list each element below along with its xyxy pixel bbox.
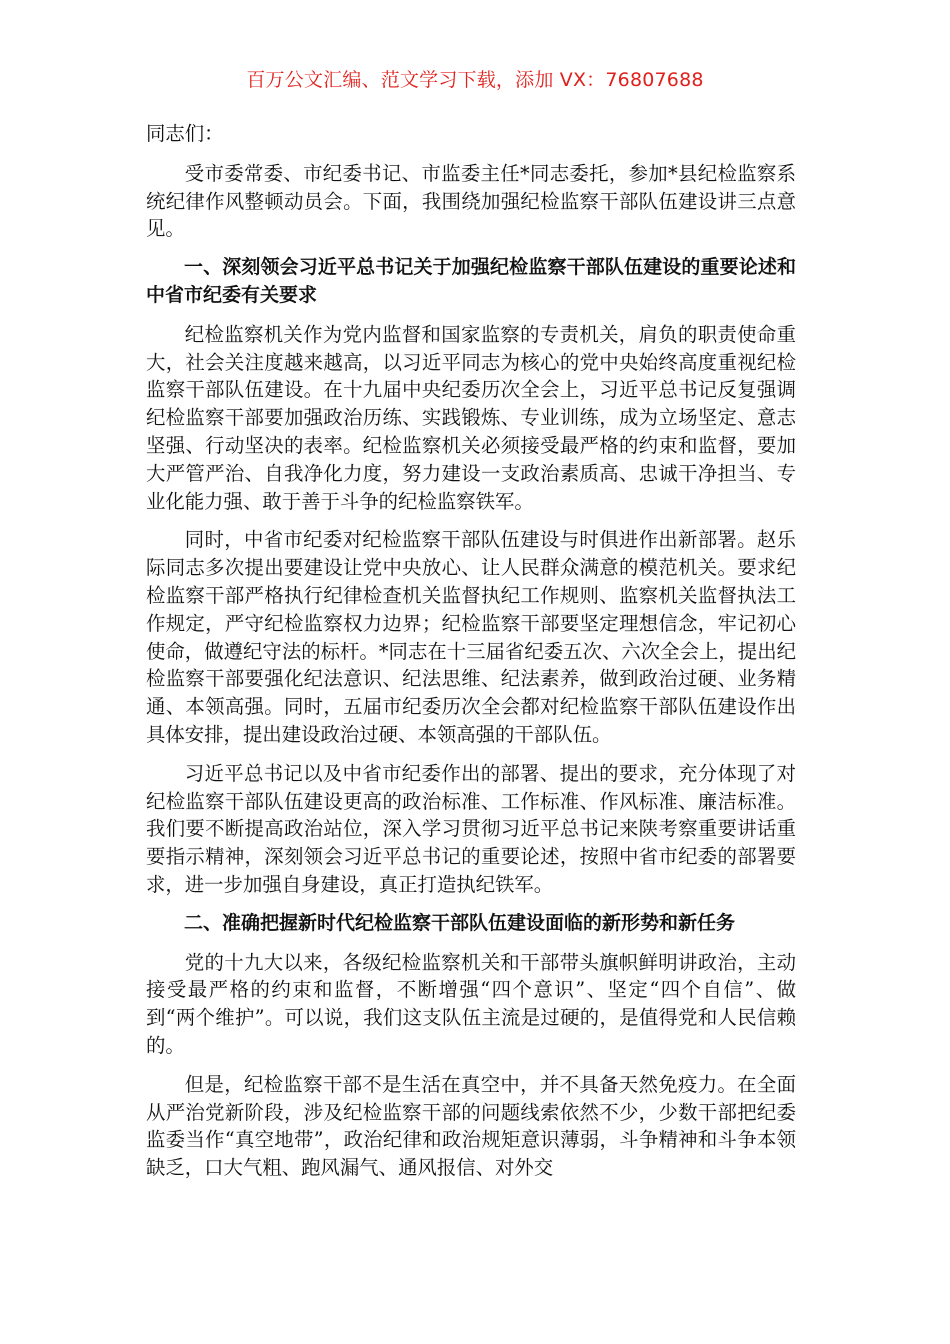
- salutation: 同志们：: [146, 122, 224, 145]
- section-1-paragraph: 同时，中省市纪委对纪检监察干部队伍建设与时俱进作出新部署。赵乐际同志多次提出要建设让党中央放心、让人民群众满意的模范机关。要求纪检监察干部严格执行纪律检查机关监督执纪工作规则、监察机关监督执法工作规定，严守纪检监察权力边界；纪检监察干部要坚定理想信念，牢记初心使命，做遵纪守法的标杆。*同志在十三届省纪委五次、六次全会上，提出纪检监察干部要强化纪法意识、纪法思维、纪法素养，做到政治过硬、业务精通、本领高强。同时，五届市纪委历次全会都对纪检监察干部队伍建设作出具体安排，提出建设政治过硬、本领高强的干部队伍。: [146, 528, 796, 746]
- document-body: [146, 120, 796, 1193]
- section-2-heading: 二、准确把握新时代纪检监察干部队伍建设面临的新形势和新任务: [184, 911, 736, 934]
- section-1-paragraph: 纪检监察机关作为党内监督和国家监察的专责机关，肩负的职责使命重大，社会关注度越来越高，以习近平同志为核心的党中央始终高度重视纪检监察干部队伍建设。在十九届中央纪委历次全会上，习近平总书记反复强调纪检监察干部要加强政治历练、实践锻炼、专业训练，成为立场坚定、意志坚强、行动坚决的表率。纪检监察机关必须接受最严格的约束和监督，要加大严管严治、自我净化力度，努力建设一支政治素质高、忠诚干净担当、专业化能力强、敢于善于斗争的纪检监察铁军。: [146, 322, 796, 513]
- section-2-paragraph: 但是，纪检监察干部不是生活在真空中，并不具备天然免疫力。在全面从严治党新阶段，涉及纪检监察干部的问题线索依然不少，少数干部把纪委监委当作“真空地带”，政治纪律和政治规矩意识薄弱，斗争精神和斗争本领缺乏，口大气粗、跑风漏气、通风报信、对外交: [146, 1072, 796, 1180]
- intro-paragraph: 受市委常委、市纪委书记、市监委主任*同志委托，参加*县纪检监察系统纪律作风整顿动员会。下面，我围绕加强纪检监察干部队伍建设讲三点意见。: [146, 161, 796, 241]
- section-2-paragraph: 党的十九大以来，各级纪检监察机关和干部带头旗帜鲜明讲政治，主动接受最严格的约束和监督，不断增强“四个意识”、坚定“四个自信”、做到“两个维护”。可以说，我们这支队伍主流是过硬的，是值得党和人民信赖的。: [146, 950, 796, 1057]
- watermark-header: 百万公文汇编、范文学习下载，添加 VX：76807688: [246, 69, 704, 91]
- section-1-heading: 一、深刻领会习近平总书记关于加强纪检监察干部队伍建设的重要论述和中省市纪委有关要求: [146, 256, 796, 306]
- section-1-paragraph: 习近平总书记以及中省市纪委作出的部署、提出的要求，充分体现了对纪检监察干部队伍建设更高的政治标准、工作标准、作风标准、廉洁标准。我们要不断提高政治站位，深入学习贯彻习近平总书记来陕考察重要讲话重要指示精神，深刻领会习近平总书记的重要论述，按照中省市纪委的部署要求，进一步加强自身建设，真正打造执纪铁军。: [146, 761, 796, 896]
